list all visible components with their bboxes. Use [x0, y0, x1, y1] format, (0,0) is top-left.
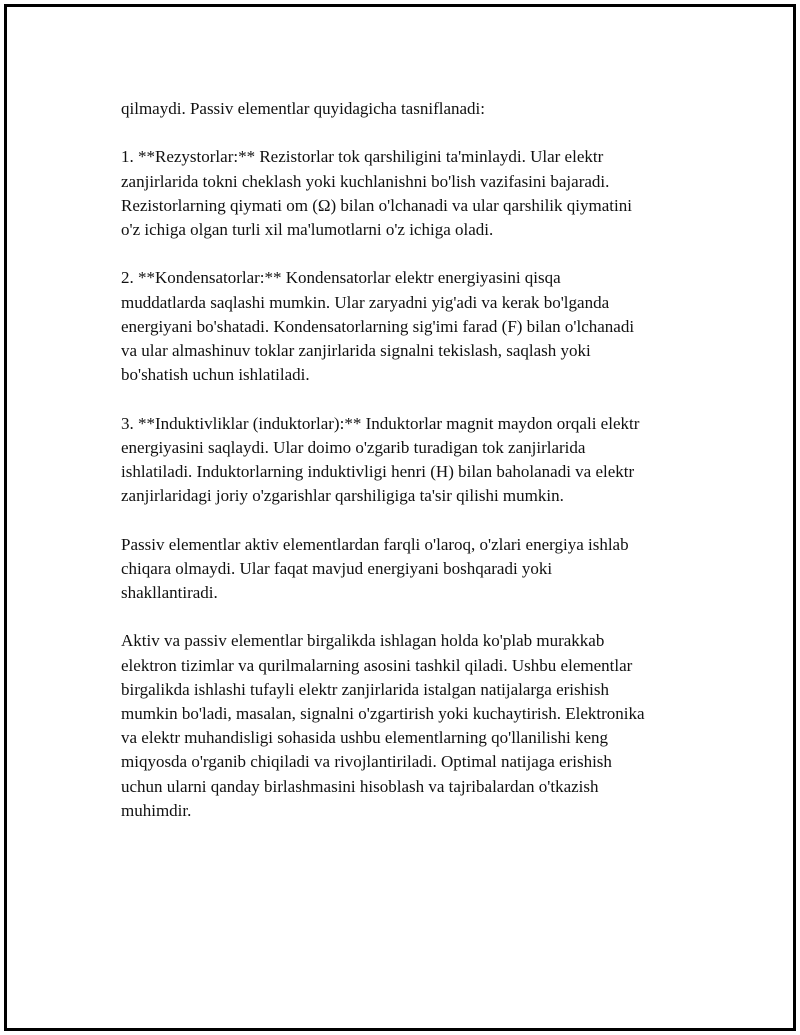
text-line: ishlatiladi. Induktorlarning induktivligi henri (H) bilan baholanadi va elektr: [121, 462, 635, 481]
text-line: va ular almashinuv toklar zanjirlarida signalni tekislash, saqlash yoki: [121, 341, 591, 360]
text-line: 2. **Kondensatorlar:** Kondensatorlar elektr energiyasini qisqa: [121, 268, 561, 288]
text-line: energiyasini saqlaydi. Ular doimo o'zgarib turadigan tok zanjirlarida: [121, 437, 586, 457]
paragraph-inductors: [121, 412, 721, 509]
text-line: elektron tizimlar va qurilmalarning asosini tashkil qiladi. Ushbu elementlar: [121, 655, 633, 675]
text-line: muhimdir.: [121, 800, 192, 820]
text-line: o'z ichiga olgan turli xil ma'lumotlarni o'z ichiga oladi.: [121, 220, 494, 239]
text-line: energiyani bo'shatadi. Kondensatorlarning sig'imi farad (F) bilan o'lchanadi: [121, 316, 635, 336]
text-line: 3. **Induktivliklar (induktorlar):** Induktorlar magnit maydon orqali elektr: [121, 413, 640, 433]
text-line: qilmaydi. Passiv elementlar quyidagicha tasniflanadi:: [121, 99, 485, 118]
document-body: [121, 97, 721, 847]
paragraph-conclusion: [121, 629, 721, 823]
text-line: Rezistorlarning qiymati om (Ω) bilan o'lchanadi va ular qarshilik qiymatini: [121, 195, 632, 215]
text-line: miqyosda o'rganib chiqiladi va rivojlantiriladi. Optimal natijaga erishish: [121, 752, 612, 772]
paragraph-capacitors: [121, 266, 721, 387]
text-line: muddatlarda saqlashi mumkin. Ular zaryadni yig'adi va kerak bo'lganda: [121, 292, 610, 312]
text-line: birgalikda ishlashi tufayli elektr zanjirlarida istalgan natijalarga erishish: [121, 679, 609, 699]
paragraph-intro: [121, 97, 721, 121]
text-line: uchun ularni qanday birlashmasini hisoblash va tajribalardan o'tkazish: [121, 776, 599, 796]
page-frame: [4, 4, 796, 1031]
text-line: va elektr muhandisligi sohasida ushbu elementlarning qo'llanilishi keng: [121, 728, 608, 748]
text-line: mumkin bo'ladi, masalan, signalni o'zgartirish yoki kuchaytirish. Elektronika: [121, 704, 645, 723]
text-line: zanjirlarida tokni cheklash yoki kuchlanishni bo'lish vazifasini bajaradi.: [121, 171, 610, 191]
text-line: 1. **Rezystorlar:** Rezistorlar tok qarshiligini ta'minlaydi. Ular elektr: [121, 147, 604, 167]
text-line: Passiv elementlar aktiv elementlardan farqli o'laroq, o'zlari energiya ishlab: [121, 534, 629, 554]
text-line: Aktiv va passiv elementlar birgalikda ishlagan holda ko'plab murakkab: [121, 631, 605, 651]
paragraph-passive-summary: [121, 533, 721, 606]
text-line: zanjirlaridagi joriy o'zgarishlar qarshiligiga ta'sir qilishi mumkin.: [121, 486, 564, 506]
text-line: chiqara olmaydi. Ular faqat mavjud energiyani boshqaradi yoki: [121, 558, 553, 578]
paragraph-resistors: [121, 145, 721, 242]
text-line: bo'shatish uchun ishlatiladi.: [121, 365, 310, 385]
text-line: shakllantiradi.: [121, 583, 218, 602]
